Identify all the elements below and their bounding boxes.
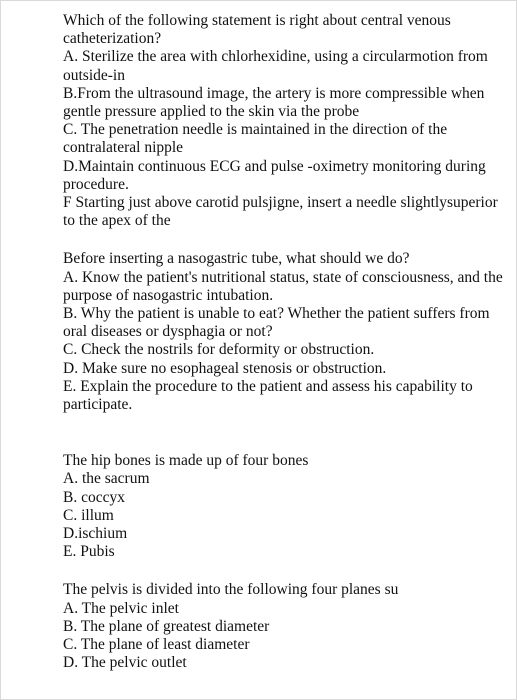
answer-option-c: C. The plane of least diameter	[63, 636, 250, 654]
answer-option-c: C. The penetration needle is maintained in the direction of the contralateral nipple	[63, 121, 448, 157]
answer-option-a: A. Sterilize the area with chlorhexidine, using a circularmotion from outside-in	[63, 48, 488, 84]
question-stem: Before inserting a nasogastric tube, what should we do?	[63, 250, 410, 268]
answer-option-e: E. Pubis	[63, 543, 115, 561]
answer-option-b: B. The plane of greatest diameter	[63, 617, 270, 635]
answer-option-d: D. Make sure no esophageal stenosis or obstruction.	[63, 359, 387, 377]
question-stem: Which of the following statement is right about central venous catheterization?	[63, 12, 451, 48]
answer-option-a: A. Know the patient's nutritional status, state of consciousness, and the purpose of nasogastric intubation.	[63, 268, 503, 304]
question-stem: The hip bones is made up of four bones	[63, 452, 309, 470]
answer-option-b: B. coccyx	[63, 488, 125, 506]
answer-option-d: D. The pelvic outlet	[63, 654, 187, 672]
answer-option-b: B.From the ultrasound image, the artery is more compressible when gentle pressure applied to the skin via the probe	[63, 84, 485, 121]
question-stem: The pelvis is divided into the following four planes su	[63, 581, 399, 599]
answer-option-f: F Starting just above carotid pulsjigne, insert a needle slightlysuperior to the apex of the	[63, 194, 498, 230]
question-nasogastric-tube	[63, 250, 511, 414]
question-hip-bones	[63, 452, 511, 561]
question-central-venous-catheterization	[63, 12, 511, 230]
answer-option-b: B. Why the patient is unable to eat? Whether the patient suffers from oral diseases or dysphagia or not?	[63, 305, 490, 341]
question-pelvis-planes	[63, 581, 511, 672]
answer-option-d: D.ischium	[63, 525, 128, 543]
answer-option-c: C. Check the nostrils for deformity or obstruction.	[63, 341, 375, 359]
question-list	[63, 12, 511, 673]
answer-option-d: D.Maintain continuous ECG and pulse -oximetry monitoring during procedure.	[63, 157, 486, 193]
answer-option-e: E. Explain the procedure to the patient and assess his capability to participate.	[63, 377, 473, 414]
answer-option-c: C. illum	[63, 506, 114, 524]
answer-option-a: A. The pelvic inlet	[63, 599, 179, 617]
answer-option-a: A. the sacrum	[63, 470, 150, 488]
